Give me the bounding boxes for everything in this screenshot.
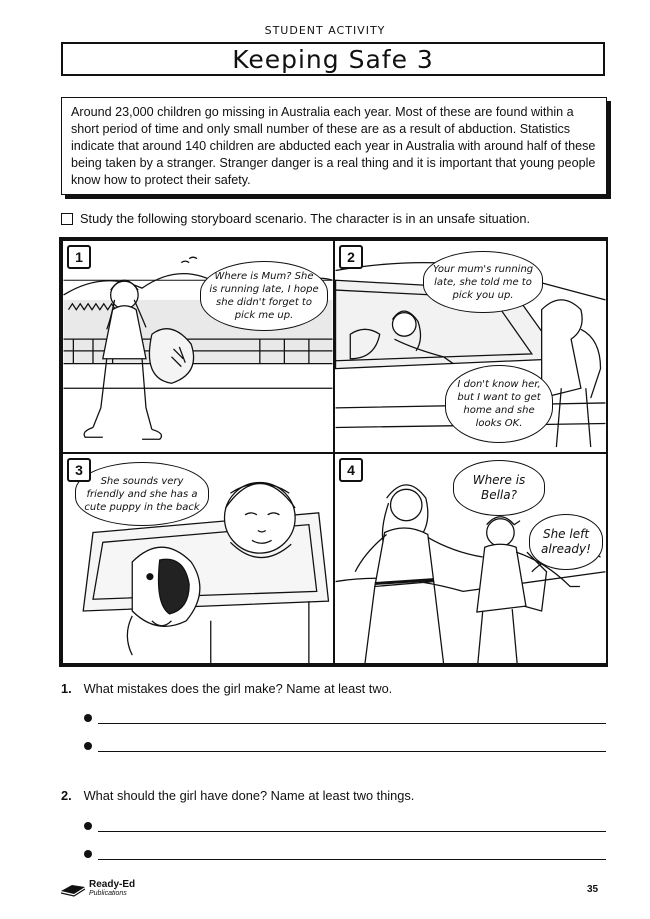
question-1 bbox=[61, 681, 392, 696]
bullet-icon bbox=[84, 714, 92, 722]
writing-rule bbox=[98, 858, 606, 860]
speech-bubble: Where is Bella? bbox=[453, 460, 545, 516]
question-number: 1. bbox=[61, 681, 72, 696]
question-text: What should the girl have done? Name at least two things. bbox=[83, 788, 415, 803]
storyboard bbox=[59, 237, 608, 667]
writing-rule bbox=[98, 830, 606, 832]
question-number: 2. bbox=[61, 788, 72, 803]
speech-bubble: She left already! bbox=[529, 514, 603, 570]
panel-number: 3 bbox=[67, 458, 91, 482]
panel-2 bbox=[333, 239, 608, 454]
page-title: Keeping Safe 3 bbox=[61, 42, 605, 76]
page-number: 35 bbox=[587, 884, 599, 895]
panel-4 bbox=[333, 452, 608, 665]
intro-text-box: Around 23,000 children go missing in Australia each year. Most of these are found within a short period of time and only small number of these are as a result of abduction. Statistics indicate that around 140 children are abducted each year in Australia with around half of these being taken by a stranger. Stranger danger is a real thing and it is important that young people know how to protect their safety. bbox=[61, 97, 607, 195]
publisher-logo bbox=[60, 880, 135, 898]
activity-kicker: STUDENT ACTIVITY bbox=[264, 24, 386, 37]
thought-bubble: I don't know her, but I want to get home and she looks OK. bbox=[445, 365, 553, 443]
instruction-text: Study the following storyboard scenario. The character is in an unsafe situation. bbox=[80, 211, 531, 226]
writing-rule bbox=[98, 722, 606, 724]
speech-bubble: Where is Mum? She is running late, I hope she didn't forget to pick me up. bbox=[200, 261, 328, 331]
publisher-subname: Publications bbox=[89, 890, 127, 897]
panel-3 bbox=[61, 452, 335, 665]
panel-number: 2 bbox=[339, 245, 363, 269]
thought-bubble: She sounds very friendly and she has a cute puppy in the back bbox=[75, 462, 209, 526]
panel-number: 1 bbox=[67, 245, 91, 269]
panel-1 bbox=[61, 239, 335, 454]
bullet-icon bbox=[84, 822, 92, 830]
bullet-icon bbox=[84, 850, 92, 858]
question-2 bbox=[61, 788, 414, 803]
answer-line[interactable] bbox=[84, 738, 606, 752]
answer-line[interactable] bbox=[84, 710, 606, 724]
question-text: What mistakes does the girl make? Name at least two. bbox=[83, 681, 393, 696]
publisher-name: Ready-Ed bbox=[89, 879, 136, 890]
instruction-row bbox=[61, 211, 530, 226]
panel-number: 4 bbox=[339, 458, 363, 482]
writing-rule bbox=[98, 750, 606, 752]
answer-line[interactable] bbox=[84, 818, 606, 832]
checkbox-icon[interactable] bbox=[61, 213, 73, 225]
book-logo-icon bbox=[60, 881, 86, 897]
speech-bubble: Your mum's running late, she told me to pick you up. bbox=[423, 251, 543, 313]
answer-line[interactable] bbox=[84, 846, 606, 860]
bullet-icon bbox=[84, 742, 92, 750]
